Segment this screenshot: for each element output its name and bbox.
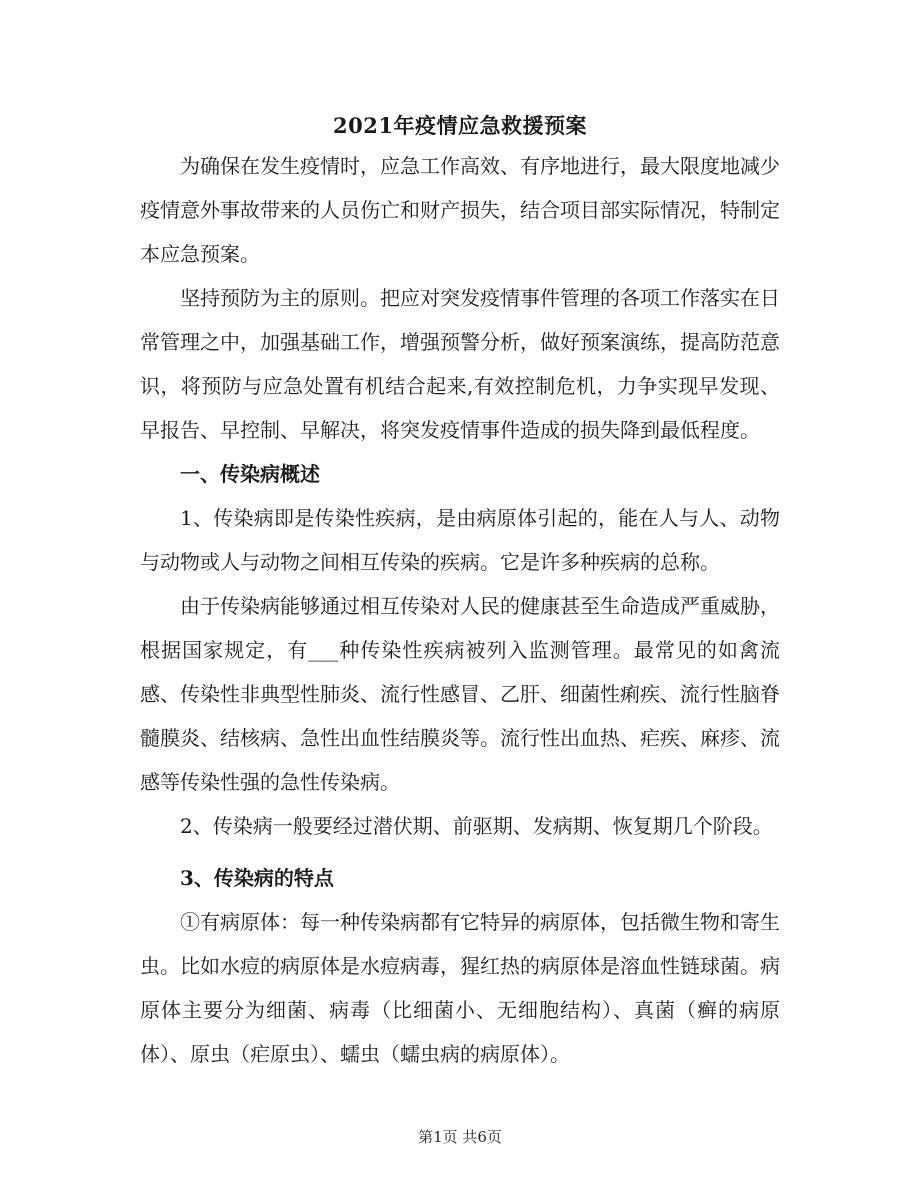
paragraph-stages: 2、传染病一般要经过潜伏期、前驱期、发病期、恢复期几个阶段。 [180,814,773,838]
paragraph-pathogen: ①有病原体：每一种传染病都有它特异的病原体，包括微生物和寄生虫。比如水痘的病原体是水痘病毒，猩红热的病原体是溶血性链球菌。病原体主要分为细菌、病毒（比细菌小、无细胞结构）、真菌（癣的病原体）、原虫（疟原虫）、蠕虫（蠕虫病的病原体）。 [140,910,780,1066]
paragraph-principle: 坚持预防为主的原则。把应对突发疫情事件管理的各项工作落实在日常管理之中，加强基础工作，增强预警分析，做好预案演练，提高防范意识，将预防与应急处置有机结合起来,有效控制危机，力争实现早发现、早报告、早控制、早解决，将突发疫情事件造成的损失降到最低程度。 [140,286,780,442]
section-heading-features: 3、传染病的特点 [180,866,334,890]
paragraph-intro: 为确保在发生疫情时，应急工作高效、有序地进行，最大限度地减少疫情意外事故带来的人员伤亡和财产损失，结合项目部实际情况，特制定本应急预案。 [140,154,780,266]
page-indicator: 第1页 共6页 [418,1128,502,1146]
paragraph-threat: 由于传染病能够通过相互传染对人民的健康甚至生命造成严重威胁，根据国家规定，有___种传染性疾病被列入监测管理。最常见的如禽流感、传染性非典型性肺炎、流行性感冒、乙肝、细菌性痢疾、流行性脑脊髓膜炎、结核病、急性出血性结膜炎等。流行性出血热、疟疾、麻疹、流感等传染性强的急性传染病。 [140,594,780,794]
section-heading-overview: 一、传染病概述 [180,462,320,486]
document-body [140,144,780,1076]
document-title: 2021年疫情应急救援预案 [333,113,587,138]
paragraph-definition: 1、传染病即是传染性疾病，是由病原体引起的，能在人与人、动物与动物或人与动物之间相互传染的疾病。它是许多种疾病的总称。 [140,506,780,574]
